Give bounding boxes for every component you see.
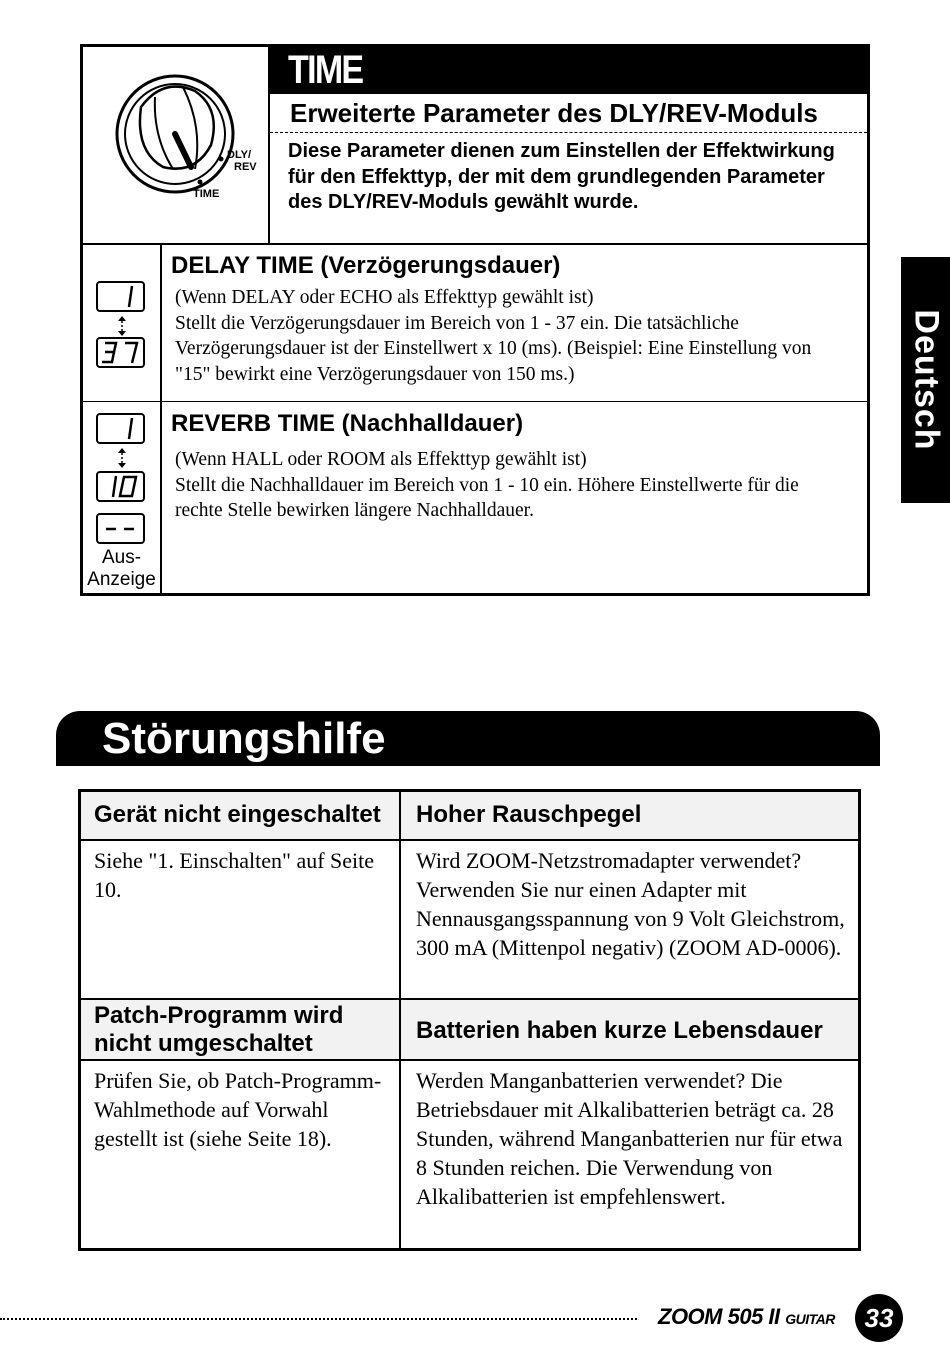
delay-time-condition: (Wenn DELAY oder ECHO als Effekttyp gewählt ist) (175, 287, 594, 308)
problem-solution: Wird ZOOM-Netzstromadapter verwendet? Verwenden Sie nur einen Adapter mit Nennausgangsspannung von 9 Volt Gleichstrom, 300 mA (Mittenpol negativ) (ZOOM AD-0006). (416, 848, 845, 960)
lcd-display-min (96, 413, 145, 444)
language-tab (901, 257, 950, 503)
off-display-label: Aus- Anzeige (87, 547, 156, 590)
lcd-display-max (96, 337, 145, 368)
table-row-divider (81, 998, 858, 1000)
reverb-time-text (175, 447, 847, 524)
problem-solution: Prüfen Sie, ob Patch-Programm-Wahlmethode auf Vorwahl gestellt ist (siehe Seite 18). (94, 1068, 382, 1151)
time-parameter-box (80, 44, 870, 596)
reverb-time-title: REVERB TIME (Nachhalldauer) (171, 410, 524, 437)
section-intro: Diese Parameter dienen zum Einstellen der Effektwirkung für den Effekttyp, der mit dem grundlegenden Parameter des DLY/REV-Moduls gewählt wurde. (288, 140, 835, 213)
footer-rule (0, 1318, 637, 1320)
dial-knob-icon (83, 47, 270, 243)
section-subheader: Erweiterte Parameter des DLY/REV-Moduls (270, 94, 867, 133)
dial-label-module: DLY/ (227, 149, 252, 161)
problem-title: Hoher Rauschpegel (416, 801, 642, 828)
problem-title: Patch-Programm wird nicht umgeschaltet (94, 1002, 344, 1057)
svg-text:REV: REV (234, 161, 257, 173)
problem-title: Batterien haben kurze Lebensdauer (416, 1017, 823, 1044)
delay-time-title: DELAY TIME (Verzögerungsdauer) (171, 252, 561, 279)
section-header: TIME (270, 47, 867, 94)
reverb-time-condition: (Wenn HALL oder ROOM als Effekttyp gewählt ist) (175, 449, 587, 470)
delay-time-text (175, 285, 847, 387)
problem-solution: Werden Manganbatterien verwendet? Die Betriebsdauer mit Alkalibatterien beträgt ca. 28 Stunden, während Manganbatterien nur für etwa 8 Stunden reichen. Die Verwendung von Alkalibatterien ist empfehlenswert. (416, 1068, 843, 1209)
lcd-display-max (96, 471, 145, 502)
dial-label-time: TIME (193, 188, 220, 200)
table-column-divider (399, 792, 401, 1248)
delay-time-description: Stellt die Verzögerungsdauer im Bereich von 1 - 37 ein. Die tatsächliche Verzögerungsdauer ist der Einstellwert x 10 (ms). (Beispiel: Eine Einstellung von "15" bewirkt eine Verzögerungsdauer von 150 ms.) (175, 312, 812, 385)
reverb-time-description: Stellt die Nachhalldauer im Bereich von 1 - 10 ein. Höhere Einstellwerte für die rechte Stelle bewirken längere Nachhalldauer. (175, 474, 799, 521)
troubleshooting-table (78, 789, 861, 1251)
lcd-display-off (96, 513, 145, 544)
column-divider (160, 243, 162, 593)
problem-solution: Siehe "1. Einschalten" auf Seite 10. (94, 848, 375, 902)
table-row-divider (81, 1059, 858, 1061)
troubleshooting-header (56, 711, 880, 766)
row-divider (83, 243, 867, 245)
dial-illustration-cell (83, 47, 270, 243)
language-tab-label: Deutsch (907, 309, 945, 451)
problem-title: Gerät nicht eingeschaltet (94, 801, 381, 828)
page-number: 33 (855, 1294, 903, 1342)
range-arrow-icon (114, 315, 130, 337)
range-arrow-icon (114, 447, 130, 469)
troubleshooting-title: Störungshilfe (102, 714, 386, 763)
footer-brand: ZOOM 505 II GUITAR (658, 1304, 835, 1329)
row-divider (83, 401, 867, 402)
lcd-display-min (96, 281, 145, 312)
table-row-divider (81, 839, 858, 841)
